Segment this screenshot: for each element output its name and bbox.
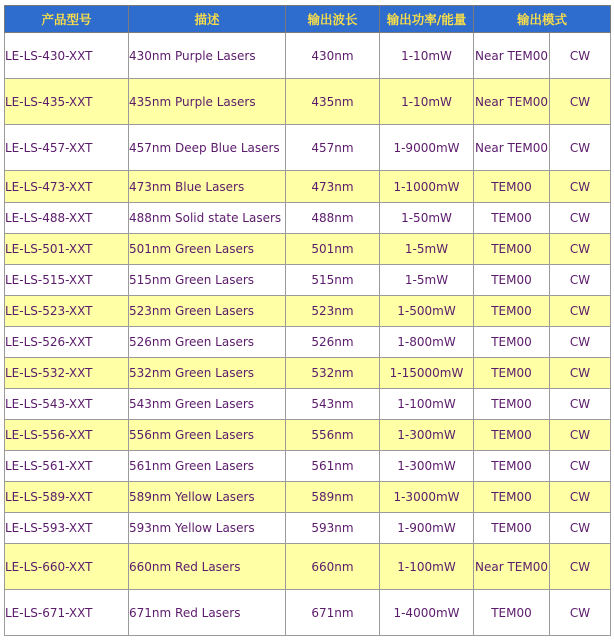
cell-description: 501nm Green Lasers <box>129 234 286 265</box>
cell-operation: CW <box>550 451 611 482</box>
cell-description: 473nm Blue Lasers <box>129 171 286 203</box>
table-row <box>5 125 611 171</box>
cell-wavelength: 526nm <box>286 327 380 358</box>
cell-power: 1-300mW <box>380 420 474 451</box>
cell-description: 589nm Yellow Lasers <box>129 482 286 513</box>
table-row <box>5 265 611 296</box>
cell-description: 593nm Yellow Lasers <box>129 513 286 544</box>
cell-operation: CW <box>550 171 611 203</box>
cell-wavelength: 543nm <box>286 389 380 420</box>
cell-mode: Near TEM00 <box>474 125 550 171</box>
cell-wavelength: 430nm <box>286 33 380 79</box>
cell-mode: TEM00 <box>474 265 550 296</box>
header-description: 描述 <box>129 6 286 33</box>
header-model: 产品型号 <box>5 6 129 33</box>
cell-power: 1-5mW <box>380 265 474 296</box>
cell-description: 660nm Red Lasers <box>129 544 286 590</box>
cell-mode: TEM00 <box>474 296 550 327</box>
header-wavelength: 输出波长 <box>286 6 380 33</box>
cell-description: 430nm Purple Lasers <box>129 33 286 79</box>
cell-model: LE-LS-589-XXT <box>5 482 129 513</box>
cell-mode: TEM00 <box>474 358 550 389</box>
cell-power: 1-1000mW <box>380 171 474 203</box>
cell-model: LE-LS-457-XXT <box>5 125 129 171</box>
cell-model: LE-LS-430-XXT <box>5 33 129 79</box>
cell-operation: CW <box>550 296 611 327</box>
cell-wavelength: 523nm <box>286 296 380 327</box>
cell-model: LE-LS-593-XXT <box>5 513 129 544</box>
cell-wavelength: 457nm <box>286 125 380 171</box>
cell-power: 1-5mW <box>380 234 474 265</box>
cell-power: 1-500mW <box>380 296 474 327</box>
cell-operation: CW <box>550 203 611 234</box>
cell-description: 561nm Green Lasers <box>129 451 286 482</box>
table-row <box>5 171 611 203</box>
product-table <box>4 5 611 636</box>
cell-model: LE-LS-515-XXT <box>5 265 129 296</box>
table-row <box>5 451 611 482</box>
table-header-row <box>5 6 611 33</box>
cell-power: 1-10mW <box>380 33 474 79</box>
cell-description: 515nm Green Lasers <box>129 265 286 296</box>
cell-power: 1-50mW <box>380 203 474 234</box>
cell-operation: CW <box>550 125 611 171</box>
cell-description: 532nm Green Lasers <box>129 358 286 389</box>
cell-operation: CW <box>550 482 611 513</box>
cell-description: 526nm Green Lasers <box>129 327 286 358</box>
cell-wavelength: 488nm <box>286 203 380 234</box>
cell-operation: CW <box>550 327 611 358</box>
cell-model: LE-LS-561-XXT <box>5 451 129 482</box>
table-row <box>5 203 611 234</box>
cell-mode: Near TEM00 <box>474 544 550 590</box>
cell-operation: CW <box>550 234 611 265</box>
cell-mode: Near TEM00 <box>474 33 550 79</box>
cell-model: LE-LS-543-XXT <box>5 389 129 420</box>
cell-mode: TEM00 <box>474 327 550 358</box>
cell-power: 1-800mW <box>380 327 474 358</box>
cell-model: LE-LS-435-XXT <box>5 79 129 125</box>
cell-model: LE-LS-501-XXT <box>5 234 129 265</box>
cell-power: 1-100mW <box>380 389 474 420</box>
cell-description: 488nm Solid state Lasers <box>129 203 286 234</box>
cell-mode: TEM00 <box>474 590 550 636</box>
cell-power: 1-4000mW <box>380 590 474 636</box>
cell-mode: TEM00 <box>474 171 550 203</box>
table-row <box>5 358 611 389</box>
cell-operation: CW <box>550 544 611 590</box>
cell-mode: TEM00 <box>474 234 550 265</box>
table-row <box>5 33 611 79</box>
cell-wavelength: 660nm <box>286 544 380 590</box>
cell-operation: CW <box>550 79 611 125</box>
table-row <box>5 327 611 358</box>
table-row <box>5 513 611 544</box>
cell-power: 1-15000mW <box>380 358 474 389</box>
cell-wavelength: 593nm <box>286 513 380 544</box>
cell-wavelength: 532nm <box>286 358 380 389</box>
cell-wavelength: 435nm <box>286 79 380 125</box>
table-row <box>5 79 611 125</box>
cell-description: 556nm Green Lasers <box>129 420 286 451</box>
cell-model: LE-LS-532-XXT <box>5 358 129 389</box>
cell-power: 1-900mW <box>380 513 474 544</box>
table-row <box>5 482 611 513</box>
cell-mode: TEM00 <box>474 389 550 420</box>
cell-mode: TEM00 <box>474 420 550 451</box>
cell-wavelength: 556nm <box>286 420 380 451</box>
cell-power: 1-3000mW <box>380 482 474 513</box>
cell-power: 1-9000mW <box>380 125 474 171</box>
cell-mode: TEM00 <box>474 513 550 544</box>
table-body <box>5 33 611 636</box>
cell-description: 671nm Red Lasers <box>129 590 286 636</box>
cell-wavelength: 515nm <box>286 265 380 296</box>
cell-operation: CW <box>550 590 611 636</box>
cell-model: LE-LS-660-XXT <box>5 544 129 590</box>
cell-operation: CW <box>550 389 611 420</box>
cell-power: 1-10mW <box>380 79 474 125</box>
cell-wavelength: 473nm <box>286 171 380 203</box>
cell-model: LE-LS-671-XXT <box>5 590 129 636</box>
cell-model: LE-LS-473-XXT <box>5 171 129 203</box>
cell-operation: CW <box>550 265 611 296</box>
cell-description: 523nm Green Lasers <box>129 296 286 327</box>
cell-description: 457nm Deep Blue Lasers <box>129 125 286 171</box>
cell-mode: TEM00 <box>474 451 550 482</box>
cell-model: LE-LS-488-XXT <box>5 203 129 234</box>
cell-wavelength: 671nm <box>286 590 380 636</box>
header-mode: 输出模式 <box>474 6 611 33</box>
table-row <box>5 590 611 636</box>
table-row <box>5 544 611 590</box>
cell-operation: CW <box>550 358 611 389</box>
cell-model: LE-LS-523-XXT <box>5 296 129 327</box>
table-row <box>5 389 611 420</box>
cell-model: LE-LS-556-XXT <box>5 420 129 451</box>
table-row <box>5 234 611 265</box>
cell-power: 1-100mW <box>380 544 474 590</box>
cell-mode: TEM00 <box>474 482 550 513</box>
cell-wavelength: 501nm <box>286 234 380 265</box>
cell-operation: CW <box>550 513 611 544</box>
table-row <box>5 296 611 327</box>
cell-model: LE-LS-526-XXT <box>5 327 129 358</box>
header-power: 输出功率/能量 <box>380 6 474 33</box>
cell-description: 435nm Purple Lasers <box>129 79 286 125</box>
cell-operation: CW <box>550 33 611 79</box>
table-row <box>5 420 611 451</box>
cell-operation: CW <box>550 420 611 451</box>
cell-mode: TEM00 <box>474 203 550 234</box>
cell-description: 543nm Green Lasers <box>129 389 286 420</box>
cell-wavelength: 589nm <box>286 482 380 513</box>
cell-wavelength: 561nm <box>286 451 380 482</box>
cell-mode: Near TEM00 <box>474 79 550 125</box>
cell-power: 1-300mW <box>380 451 474 482</box>
